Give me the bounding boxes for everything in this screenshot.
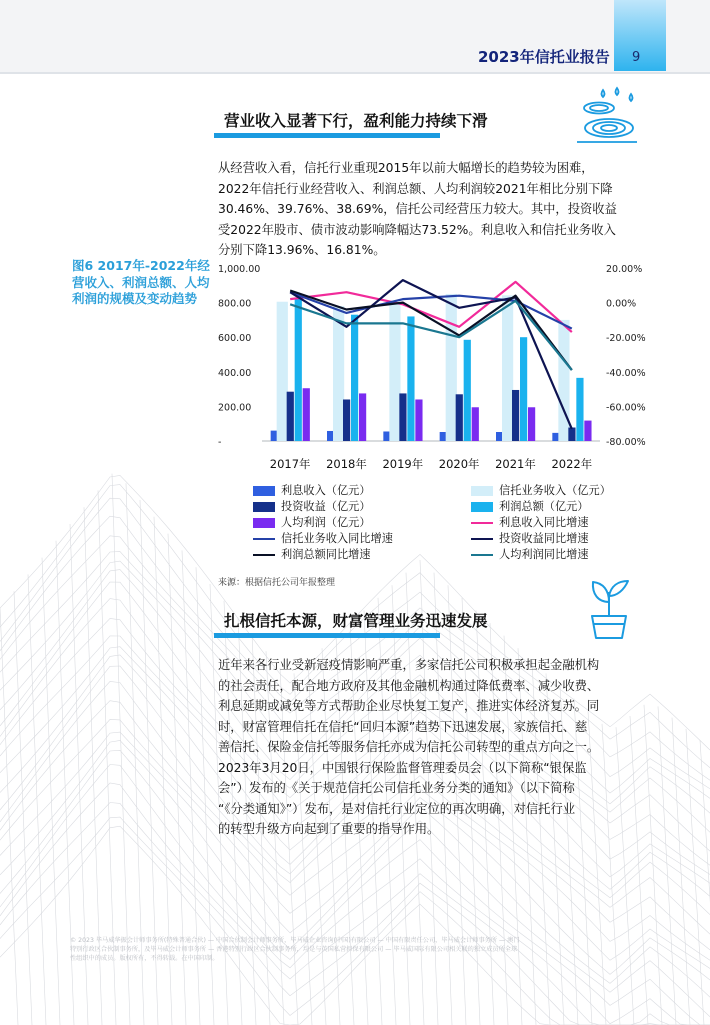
bar <box>512 390 519 441</box>
footer-line: 性组织中的成员。版权所有，不得转载。在中国印制。 <box>70 955 219 962</box>
section2-paragraph <box>218 655 638 840</box>
text-line: “《分类通知》”）发布，是对信托行业定位的再次明确，对信托行业 <box>218 801 576 816</box>
text-line: 近年来各行业受新冠疫情影响严重，多家信托公司积极承担起金融机构 <box>218 658 600 672</box>
text-line: 从经营收入看，信托行业重现2015年以前大幅增长的趋势较为困难， <box>218 161 594 175</box>
y-left-tick-label: 200.00 <box>218 402 252 414</box>
section-title: 扎根信托本源，财富管理业务迅速发展 <box>224 612 488 630</box>
header-divider <box>0 72 710 74</box>
footer-line: © 2023 毕马威华振会计师事务所(特殊普通合伙) — 中国合伙制会计师事务所，毕马威企业咨询(中国)有限公司 — 中国有限责任公司，毕马威会计师事务所 — 澳门 <box>70 937 520 944</box>
y-right-tick-label: -80.00% <box>606 437 646 448</box>
y-right-tick-label: 0.00% <box>606 298 637 310</box>
text-line: 会”）发布的《关于规范信托公司信托业务分类的通知》（以下简称 <box>218 781 575 795</box>
legend-label: 利息收入（亿元） <box>281 484 371 497</box>
text-line: 的转型升级方向起到了重要的指导作用。 <box>218 822 440 836</box>
y-right-tick-label: -60.00% <box>606 402 646 414</box>
page-number: 9 <box>632 50 641 65</box>
section-underline <box>214 133 440 138</box>
bar <box>295 298 302 441</box>
bar <box>520 337 527 441</box>
bar <box>359 393 366 441</box>
text-line: 利息延期或减免等方式帮助企业尽快复工复产，推进实体经济复苏。同 <box>218 699 600 713</box>
legend-swatch <box>253 518 275 528</box>
bar <box>464 340 471 441</box>
bar <box>277 302 288 441</box>
bar <box>399 393 406 441</box>
y-right-tick-label: -40.00% <box>606 367 646 379</box>
report-title: 2023年信托业报告 <box>478 48 610 66</box>
bar <box>303 388 310 441</box>
x-tick-label: 2017年 <box>269 457 311 471</box>
legend-swatch <box>471 502 493 512</box>
legend-line-swatch <box>253 554 275 556</box>
legend-label: 投资收益同比增速 <box>499 532 589 545</box>
y-right-tick-label: 20.00% <box>606 264 643 275</box>
text-line: 受2022年股市、债市波动影响降幅达73.52%。利息收入和信托业务收入 <box>218 222 616 237</box>
figure-caption: 图6 2017年-2022年经营收入、利润总额、人均利润的规模及变动趋势 <box>72 258 210 306</box>
series-line <box>290 301 572 370</box>
legend-label: 利润总额同比增速 <box>281 548 371 561</box>
section1-paragraph <box>218 158 638 261</box>
x-tick-label: 2021年 <box>495 457 536 471</box>
legend-label: 投资收益（亿元） <box>281 500 371 513</box>
legend-label: 人均利润（亿元） <box>281 516 371 529</box>
bar <box>584 421 591 441</box>
legend-label: 信托业务收入同比增速 <box>281 532 393 545</box>
text-line: 2023年3月20日，中国银行保险监督管理委员会（以下简称“银保监 <box>218 760 587 775</box>
bar <box>528 407 535 441</box>
bar <box>576 378 583 441</box>
legend-line-swatch <box>471 522 493 524</box>
section-underline <box>214 633 440 638</box>
x-tick-label: 2022年 <box>551 457 593 471</box>
text-line: 2022年信托行业经营收入、利润总额、人均利润较2021年相比分别下降 <box>218 181 613 196</box>
legend-line-swatch <box>471 554 493 556</box>
legend-swatch <box>253 502 275 512</box>
text-line: 30.46%、39.76%、38.69%，信托公司经营压力较大。其中，投资收益 <box>218 202 617 216</box>
text-line: 分别下降13.96%、16.81%。 <box>218 243 386 257</box>
legend-label: 信托业务收入（亿元） <box>499 484 611 497</box>
section-heading-revenue <box>214 104 634 138</box>
legend-swatch <box>253 486 275 496</box>
y-left-tick-label: 1,000.00 <box>218 264 261 275</box>
legend-label: 利润总额（亿元） <box>499 500 589 513</box>
x-tick-label: 2018年 <box>326 457 367 471</box>
section-heading-wealth <box>214 604 634 638</box>
text-line: 的社会责任，配合地方政府及其他金融机构通过降低费率、减少收费、 <box>218 678 600 693</box>
y-right-tick-label: -20.00% <box>606 333 646 345</box>
bar <box>446 294 457 441</box>
bar <box>502 295 513 441</box>
legend-label: 利息收入同比增速 <box>499 516 589 529</box>
text-line: 时，财富管理信托在信托“回归本源”趋势下迅速发展，家族信托、慈 <box>218 719 588 734</box>
series-line <box>290 292 572 328</box>
series-line <box>290 280 572 429</box>
y-left-tick-label: 800.00 <box>218 298 252 310</box>
bar <box>351 315 358 441</box>
footer-line: 特别行政区合伙制事务所，及毕马威会计师事务所 — 香港特别行政区合伙制事务所，均是与英国私营担保有限公司 — 毕马威国际有限公司相关联的独立成员所全球 <box>70 946 518 953</box>
legend-label: 人均利润同比增速 <box>499 548 589 561</box>
y-left-tick-label: - <box>218 437 222 448</box>
x-tick-label: 2019年 <box>382 457 424 471</box>
legend-swatch <box>471 486 493 496</box>
bar <box>287 392 294 441</box>
section-title: 营业收入显著下行，盈利能力持续下滑 <box>224 112 488 130</box>
legend-line-swatch <box>253 538 275 540</box>
bar <box>407 316 414 441</box>
revenue-profit-chart <box>210 258 650 478</box>
bar <box>415 399 422 441</box>
bar <box>389 304 400 441</box>
bar <box>472 407 479 441</box>
bar <box>558 320 569 441</box>
potted-plant-icon <box>584 576 634 640</box>
y-left-tick-label: 400.00 <box>218 367 252 379</box>
legend-line-swatch <box>471 538 493 540</box>
bar <box>333 306 344 441</box>
water-drops-icon <box>573 82 641 148</box>
copyright-footer <box>70 936 650 963</box>
bar <box>456 394 463 441</box>
bar <box>568 428 575 441</box>
text-line: 善信托、保险金信托等服务信托亦成为信托公司转型的重点方向之一。 <box>218 740 600 754</box>
figure-source: 来源：根据信托公司年报整理 <box>218 578 336 588</box>
x-tick-label: 2020年 <box>438 457 480 471</box>
bar <box>343 399 350 441</box>
chart-legend <box>253 483 633 563</box>
y-left-tick-label: 600.00 <box>218 333 252 345</box>
